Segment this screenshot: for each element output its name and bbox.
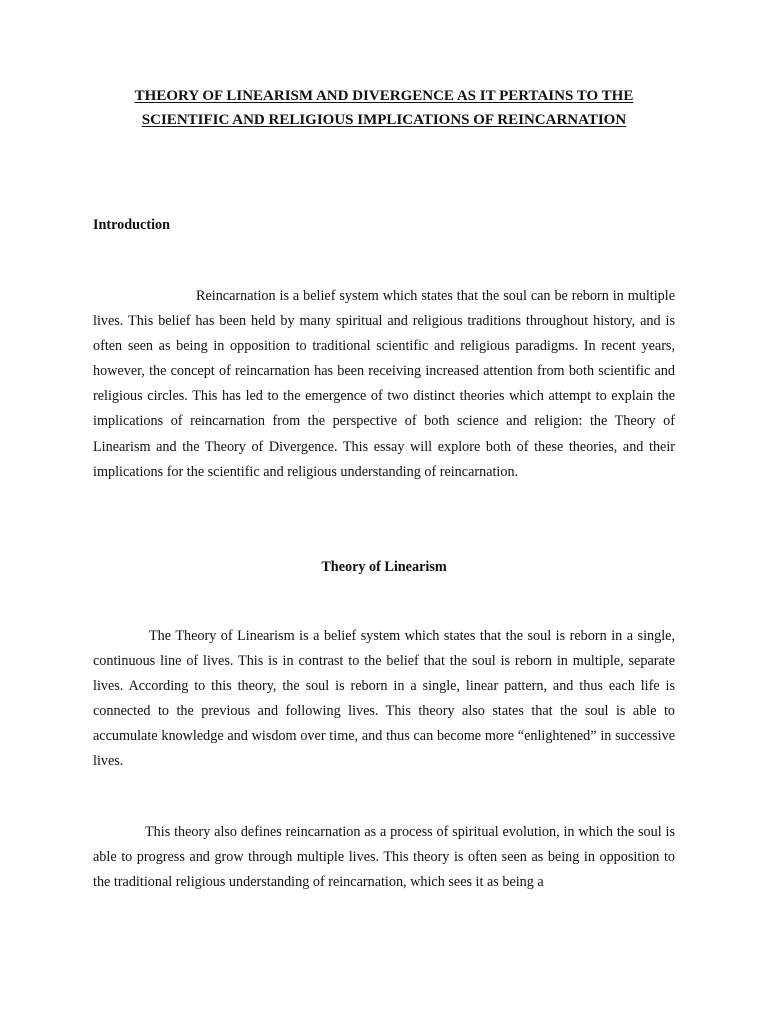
title-line-1: THEORY OF LINEARISM AND DIVERGENCE AS IT PERTAINS TO THE: [134, 88, 634, 104]
paragraph-linearism-1: The Theory of Linearism is a belief system which states that the soul is reborn in a single, continuous line of lives. This is in contrast to the belief that the soul is reborn in multiple, separate lives. According to this theory, the soul is reborn in a single, linear pattern, and thus each life is connected to the previous and following lives. This theory also states that the soul is able to accumulate knowledge and wisdom over time, and thus can become more “enlightened” in successive lives.: [93, 628, 675, 770]
section-heading-introduction: Introduction: [93, 217, 170, 233]
paragraph-introduction: Reincarnation is a belief system which states that the soul can be reborn in multiple lives. This belief has been held by many spiritual and religious traditions throughout history, and is often seen as being in opposition to traditional scientific and religious paradigms. In recent years, however, the concept of reincarnation has been receiving increased attention from both scientific and religious circles. This has led to the emergence of two distinct theories which attempt to explain the implications of reincarnation from the perspective of both science and religion: the Theory of Linearism and the Theory of Divergence. This essay will explore both of these theories, and their implications for the scientific and religious understanding of reincarnation.: [93, 288, 675, 480]
title-line-2: SCIENTIFIC AND RELIGIOUS IMPLICATIONS OF REINCARNATION: [141, 112, 627, 128]
section-heading-theory-of-linearism: Theory of Linearism: [321, 559, 447, 575]
paragraph-linearism-2: This theory also defines reincarnation as a process of spiritual evolution, in which the soul is able to progress and grow through multiple lives. This theory is often seen as being in opposition to the traditional religious understanding of reincarnation, which sees it as being a: [93, 824, 675, 891]
document-title: [93, 86, 675, 134]
